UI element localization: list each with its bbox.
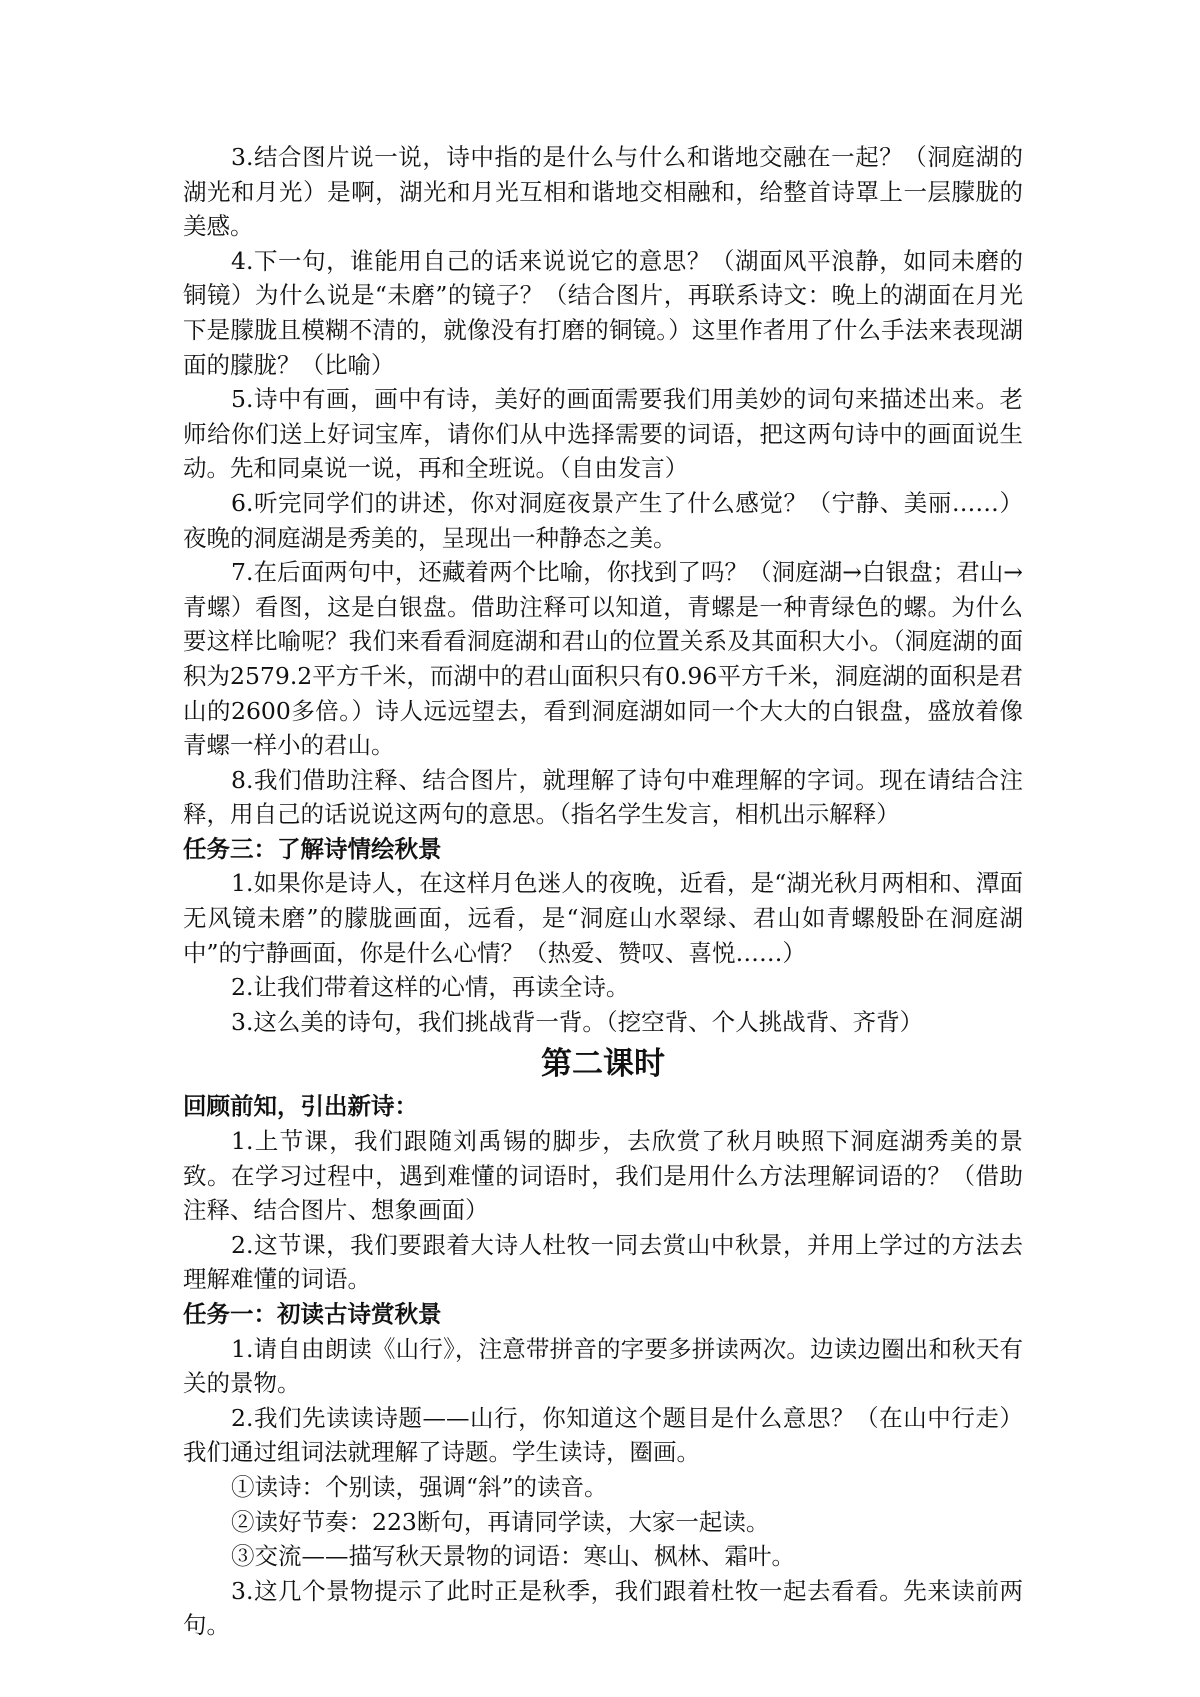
paragraph: ③交流——描写秋天景物的词语：寒山、枫林、霜叶。	[231, 1542, 795, 1571]
paragraph: 6.听完同学们的讲述，你对洞庭夜景产生了什么感觉？（宁静、美丽……）夜晚的洞庭湖是秀美的，呈现出一种静态之美。	[183, 488, 1023, 552]
lesson-title: 第二课时	[541, 1046, 665, 1083]
paragraph: 1.上节课，我们跟随刘禹锡的脚步，去欣赏了秋月映照下洞庭湖秀美的景致。在学习过程中，遇到难懂的词语时，我们是用什么方法理解词语的？（借助注释、结合图片、想象画面）	[183, 1127, 1023, 1225]
paragraph: 2.我们先读读诗题——山行，你知道这个题目是什么意思？（在山中行走）我们通过组词法就理解了诗题。学生读诗，圈画。	[183, 1403, 1023, 1467]
paragraph: 1.请自由朗读《山行》，注意带拼音的字要多拼读两次。边读边圈出和秋天有关的景物。	[183, 1334, 1023, 1398]
section-heading: 任务三：了解诗情绘秋景	[183, 834, 442, 863]
paragraph: 2.让我们带着这样的心情，再读全诗。	[231, 973, 630, 1002]
paragraph: ①读诗：个别读，强调“斜”的读音。	[231, 1472, 608, 1501]
paragraph: 4.下一句，谁能用自己的话来说说它的意思？（湖面风平浪静，如同未磨的铜镜）为什么说是“未磨”的镜子？（结合图片，再联系诗文：晚上的湖面在月光下是朦胧且模糊不清的，就像没有打磨的铜镜。）这里作者用了什么手法来表现湖面的朦胧？（比喻）	[183, 246, 1023, 379]
section-heading: 回顾前知，引出新诗：	[183, 1092, 418, 1121]
paragraph: 2.这节课，我们要跟着大诗人杜牧一同去赏山中秋景，并用上学过的方法去理解难懂的词语。	[183, 1230, 1023, 1294]
paragraph: 3.这么美的诗句，我们挑战背一背。（挖空背、个人挑战背、齐背）	[231, 1007, 924, 1036]
paragraph: 3.这几个景物提示了此时正是秋季，我们跟着杜牧一起去看看。先来读前两句。	[183, 1576, 1023, 1640]
paragraph: 7.在后面两句中，还藏着两个比喻，你找到了吗？（洞庭湖→白银盘；君山→青螺）看图，这是白银盘。借助注释可以知道，青螺是一种青绿色的螺。为什么要这样比喻呢？我们来看看洞庭湖和君山的位置关系及其面积大小。（洞庭湖的面积为2579.2平方千米，而湖中的君山面积只有0.96平方千米，洞庭湖的面积是君山的2600多倍。）诗人远远望去，看到洞庭湖如同一个大大的白银盘，盛放着像青螺一样小的君山。	[183, 558, 1023, 760]
paragraph: 8.我们借助注释、结合图片，就理解了诗句中难理解的字词。现在请结合注释，用自己的话说说这两句的意思。（指名学生发言，相机出示解释）	[183, 765, 1023, 829]
paragraph: ②读好节奏：223断句，再请同学读，大家一起读。	[231, 1507, 770, 1536]
paragraph: 1.如果你是诗人，在这样月色迷人的夜晚，近看，是“湖光秋月两相和、潭面无风镜未磨”的朦胧画面，远看，是“洞庭山水翠绿、君山如青螺般卧在洞庭湖中”的宁静画面，你是什么心情？（热爱、赞叹、喜悦……）	[183, 869, 1023, 967]
paragraph: 5.诗中有画，画中有诗，美好的画面需要我们用美妙的词句来描述出来。老师给你们送上好词宝库，请你们从中选择需要的词语，把这两句诗中的画面说生动。先和同桌说一说，再和全班说。（自由发言）	[183, 385, 1023, 483]
paragraph: 3.结合图片说一说，诗中指的是什么与什么和谐地交融在一起？（洞庭湖的湖光和月光）是啊，湖光和月光互相和谐地交相融和，给整首诗罩上一层朦胧的美感。	[183, 143, 1023, 241]
document-body	[183, 140, 1023, 1643]
section-heading: 任务一：初读古诗赏秋景	[183, 1300, 442, 1328]
